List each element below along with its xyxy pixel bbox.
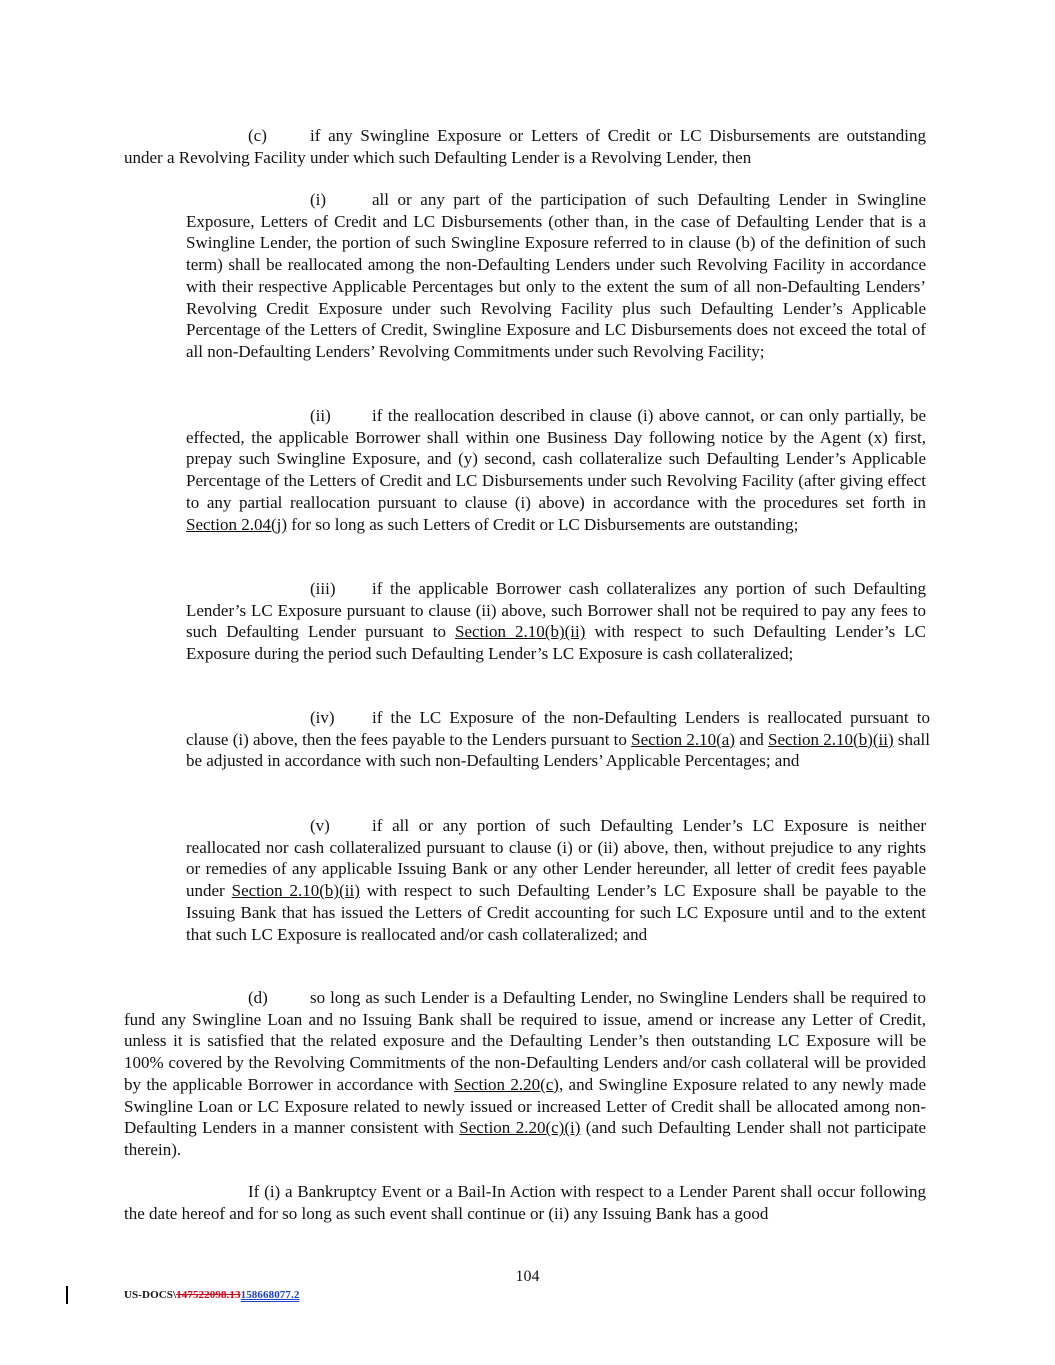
paragraph-text: all or any part of the participation of such Defaulting Lender in Swingline Exposure, Letters of Credit and LC Disbursements (other than, in the case of Defaulting Lender that is a Swingline Lender, the portion of such Swingline Exposure referred to in clause (b) of the definition of such term) shall be reallocated among the non-Defaulting Lenders under such Revolving Facility in accordance with their respective Applicable Percentages but only to the extent the sum of all non-Defaulting Lenders’ Revolving Credit Exposure under such Revolving Facility plus such Defaulting Lender’s Applicable Percentage of the Letters of Credit, Swingline Exposure and LC Disbursements does not exceed the total of all non-Defaulting Lenders’ Revolving Commitments under such Revolving Facility; xyxy=(186,190,926,361)
clause-label: (c) xyxy=(248,126,267,145)
doc-id-inserted: 158668077.2 xyxy=(240,1289,300,1301)
section-reference-link[interactable]: Section 2.10(b)(ii) xyxy=(455,622,586,642)
clause-label: (iii) xyxy=(310,579,336,598)
paragraph-closing xyxy=(124,1181,926,1224)
change-bar xyxy=(66,1286,68,1304)
paragraph-text: If (i) a Bankruptcy Event or a Bail-In Action with respect to a Lender Parent shall occur following the date hereof and for so long as such event shall continue or (ii) any Issuing Bank has a good xyxy=(124,1182,926,1223)
paragraph-c-iii xyxy=(186,578,926,665)
paragraph-c xyxy=(124,125,926,168)
clause-label: (ii) xyxy=(310,406,331,425)
paragraph-text: and xyxy=(739,729,764,749)
doc-id-prefix: US-DOCS\ xyxy=(124,1289,177,1301)
section-reference-link[interactable]: Section 2.04(j) xyxy=(186,514,288,534)
paragraph-text: if the LC Exposure of the non-Defaulting Lenders is reallocated pursuant to clause (i) above, then the fees payable to the Lenders pursuant to xyxy=(186,708,930,749)
section-reference-link[interactable]: Section 2.20(c) xyxy=(454,1074,559,1094)
paragraph-text: so long as such Lender is a Defaulting Lender, no Swingline Lenders shall be required to fund any Swingline Loan and no Issuing Bank shall be required to issue, amend or increase any Letter of Credit, unless it is satisfied that the related exposure and the Defaulting Lender’s then outstanding LC Exposure will be 100% covered by the Revolving Commitments of the non-Defaulting Lenders and/or cash collateral will be provided by the applicable Borrower in accordance with xyxy=(124,988,926,1094)
document-id xyxy=(124,1289,299,1301)
paragraph-text: for so long as such Letters of Credit or LC Disbursements are outstanding; xyxy=(291,514,799,534)
paragraph-text: with respect to such Defaulting Lender’s LC Exposure during the period such Defaulting Lender’s LC Exposure is cash collateralized; xyxy=(186,622,926,664)
paragraph-c-iv xyxy=(186,707,930,772)
section-reference-link[interactable]: Section 2.10(b)(ii) xyxy=(768,729,894,749)
doc-id-deleted: 147522098.13 xyxy=(176,1289,241,1301)
page-number: 104 xyxy=(515,1268,540,1285)
paragraph-text: with respect to such Defaulting Lender’s LC Exposure shall be payable to the Issuing Bank that has issued the Letters of Credit accounting for such LC Exposure until and to the extent that such LC Exposure is reallocated and/or cash collateralized; and xyxy=(186,881,927,944)
paragraph-text: shall be adjusted in accordance with such non-Defaulting Lenders’ Applicable Percentages; and xyxy=(186,729,930,771)
section-reference-link[interactable]: Section 2.10(b)(ii) xyxy=(231,881,360,901)
paragraph-text: (and such Defaulting Lender shall not participate therein). xyxy=(124,1118,927,1159)
clause-label: (iv) xyxy=(310,708,335,727)
paragraph-text: if all or any portion of such Defaulting Lender’s LC Exposure is neither reallocated nor cash collateralized pursuant to clause (i) or (ii) above, then, without prejudice to any rights or remedies of any applicable Issuing Bank or any other Lender hereunder, all letter of credit fees payable under xyxy=(186,816,926,901)
clause-label: (i) xyxy=(310,190,327,209)
paragraph-text: if any Swingline Exposure or Letters of Credit or LC Disbursements are outstanding under a Revolving Facility under which such Defaulting Lender is a Revolving Lender, then xyxy=(124,126,926,167)
paragraph-d xyxy=(124,987,926,1161)
paragraph-c-ii xyxy=(186,405,926,535)
paragraph-text: , and Swingline Exposure related to any newly made Swingline Loan or LC Exposure related to newly issued or increased Letter of Credit shall be allocated among non-Defaulting Lenders in a manner consistent with xyxy=(124,1074,926,1138)
clause-label: (v) xyxy=(310,816,330,835)
paragraph-text: if the applicable Borrower cash collateralizes any portion of such Defaulting Lender’s LC Exposure pursuant to clause (ii) above, such Borrower shall not be required to pay any fees to such Defaulting Lender pursuant to xyxy=(186,579,926,642)
section-reference-link[interactable]: Section 2.20(c)(i) xyxy=(459,1118,581,1138)
clause-label: (d) xyxy=(248,988,268,1007)
paragraph-c-i xyxy=(186,189,926,363)
section-reference-link[interactable]: Section 2.10(a) xyxy=(631,729,735,749)
paragraph-c-v xyxy=(186,815,926,945)
paragraph-text: if the reallocation described in clause (i) above cannot, or can only partially, be effected, the applicable Borrower shall within one Business Day following notice by the Agent (x) first, prepay such Swingline Exposure, and (y) second, cash collateralize such Defaulting Lender’s Applicable Percentage of the Letters of Credit and LC Disbursements under such Revolving Facility (after giving effect to any partial reallocation pursuant to clause (i) above) in accordance with the procedures set forth in xyxy=(186,406,926,512)
